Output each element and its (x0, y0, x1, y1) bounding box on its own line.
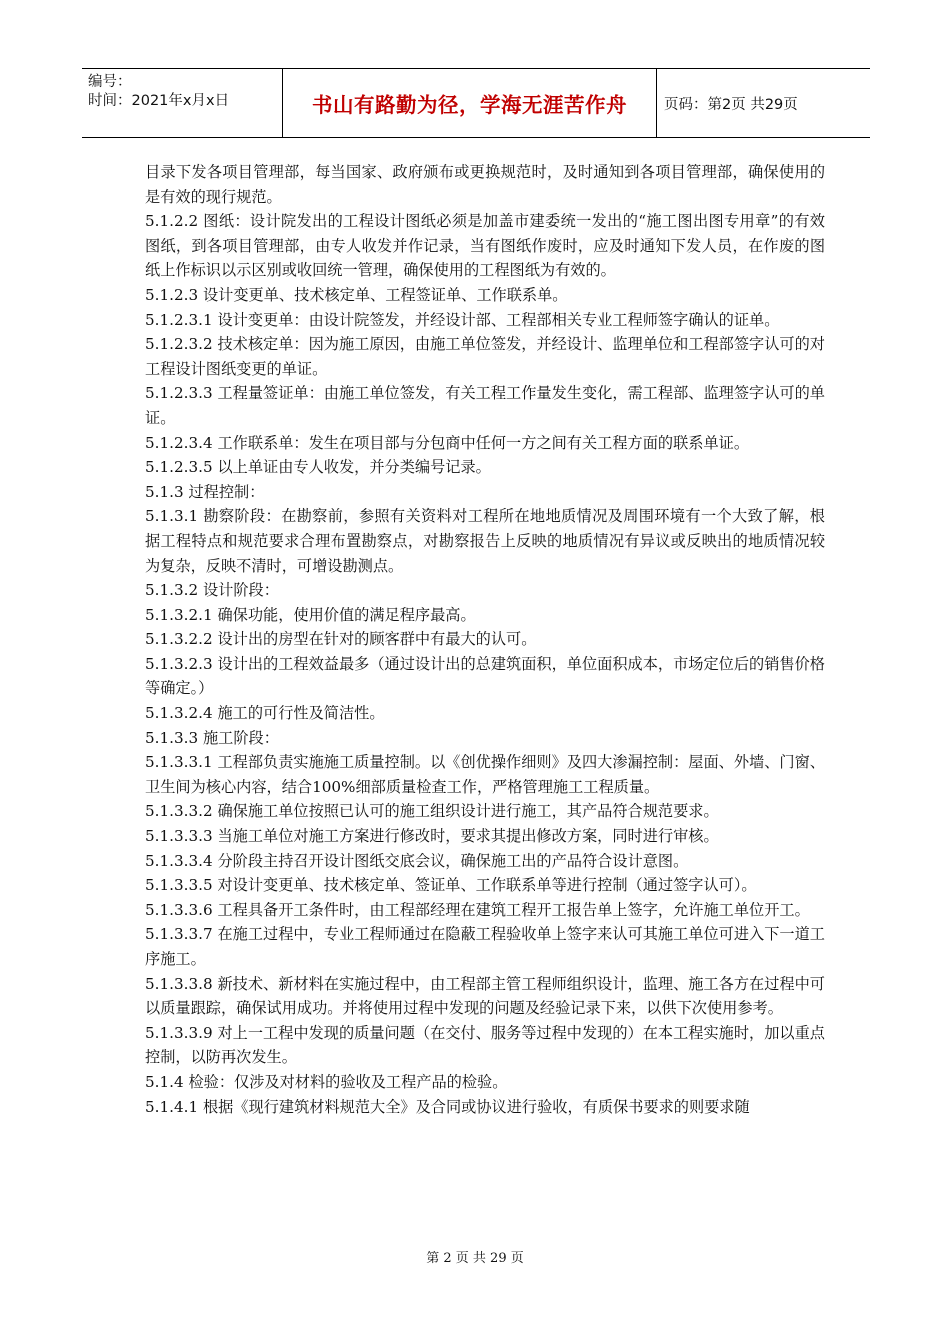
paragraph: 5.1.3.3.5 对设计变更单、技术核定单、签证单、工作联系单等进行控制（通过签字认可）。 (145, 876, 757, 895)
paragraph: 5.1.3.3.4 分阶段主持召开设计图纸交底会议，确保施工出的产品符合设计意图。 (145, 851, 689, 870)
paragraph: 5.1.2.3.2 技术核定单：因为施工原因，由施工单位签发，并经设计、监理单位和工程部签字认可的对工程设计图纸变更的单证。 (145, 335, 825, 378)
paragraph: 5.1.3.1 勘察阶段：在勘察前，参照有关资料对工程所在地地质情况及周围环境有一个大致了解，根据工程特点和规范要求合理布置勘察点，对勘察报告上反映的地质情况有异议或反映出的地质情况较为复杂，反映不清时，可增设勘测点。 (145, 507, 825, 575)
document-date-label: 时间：2021年x月x日 (88, 93, 230, 109)
paragraph: 5.1.3 过程控制： (145, 482, 265, 501)
paragraph: 5.1.3.3.6 工程具备开工条件时，由工程部经理在建筑工程开工报告单上签字，允许施工单位开工。 (145, 900, 810, 919)
header-motto: 书山有路勤为径，学海无涯苦作舟 (283, 69, 657, 137)
paragraph: 5.1.3.3.7 在施工过程中，专业工程师通过在隐蔽工程验收单上签字来认可其施工单位可进入下一道工序施工。 (145, 925, 825, 968)
paragraph: 5.1.3.3 施工阶段： (145, 728, 279, 747)
paragraph: 5.1.3.2.1 确保功能，使用价值的满足程序最高。 (145, 605, 476, 624)
paragraph: 5.1.2.3.5 以上单证由专人收发，并分类编号记录。 (145, 458, 491, 477)
paragraph: 5.1.3.3.8 新技术、新材料在实施过程中，由工程部主管工程师组织设计，监理、施工各方在过程中可以质量跟踪，确保试用成功。并将使用过程中发现的问题及经验记录下来，以供下次使用参考。 (145, 974, 825, 1018)
page-footer: 第 2 页 共 29 页 (426, 1251, 524, 1266)
paragraph: 目录下发各项目管理部，每当国家、政府颁布或更换规范时，及时通知到各项目管理部，确保使用的是有效的现行规范。 (145, 163, 825, 206)
paragraph: 5.1.3.3.9 对上一工程中发现的质量问题（在交付、服务等过程中发现的）在本工程实施时，加以重点控制，以防再次发生。 (145, 1023, 825, 1067)
paragraph: 5.1.3.2.3 设计出的工程效益最多（通过设计出的总建筑面积，单位面积成本，市场定位后的销售价格等确定。） (145, 654, 825, 698)
paragraph: 5.1.4 检验：仅涉及对材料的验收及工程产品的检验。 (145, 1072, 508, 1091)
paragraph: 5.1.2.3.1 设计变更单：由设计院签发，并经设计部、工程部相关专业工程师签字确认的证单。 (145, 310, 780, 329)
header-meta (82, 69, 283, 137)
paragraph: 5.1.4.1 根据《现行建筑材料规范大全》及合同或协议进行验收，有质保书要求的则要求随 (145, 1097, 750, 1116)
header-page-label: 页码：第2页 共29页 (664, 96, 798, 113)
paragraph: 5.1.2.3.4 工作联系单：发生在项目部与分包商中任何一方之间有关工程方面的联系单证。 (145, 433, 750, 452)
paragraph: 5.1.3.2 设计阶段： (145, 581, 279, 600)
document-number-label: 编号： (88, 74, 132, 90)
paragraph: 5.1.3.3.1 工程部负责实施施工质量控制。以《创优操作细则》及四大渗漏控制：屋面、外墙、门窗、卫生间为核心内容，结合100%细部质量检查工作，严格管理施工工程质量。 (145, 753, 825, 796)
paragraph: 5.1.3.3.3 当施工单位对施工方案进行修改时，要求其提出修改方案，同时进行审核。 (145, 827, 719, 846)
paragraph: 5.1.3.3.2 确保施工单位按照已认可的施工组织设计进行施工，其产品符合规范要求。 (145, 802, 719, 821)
document-body (145, 160, 825, 1119)
page-header (82, 68, 870, 138)
paragraph: 5.1.3.2.4 施工的可行性及简洁性。 (145, 704, 385, 723)
paragraph: 5.1.3.2.2 设计出的房型在针对的顾客群中有最大的认可。 (145, 630, 537, 649)
paragraph: 5.1.2.3 设计变更单、技术核定单、工程签证单、工作联系单。 (145, 285, 568, 304)
paragraph: 5.1.2.2 图纸：设计院发出的工程设计图纸必须是加盖市建委统一发出的“施工图出图专用章”的有效图纸，到各项目管理部，由专人收发并作记录，当有图纸作废时，应及时通知下发人员，在作废的图纸上作标识以示区别或收回统一管理，确保使用的工程图纸为有效的。 (145, 212, 825, 280)
paragraph: 5.1.2.3.3 工程量签证单：由施工单位签发，有关工程工作量发生变化，需工程部、监理签字认可的单证。 (145, 384, 825, 427)
